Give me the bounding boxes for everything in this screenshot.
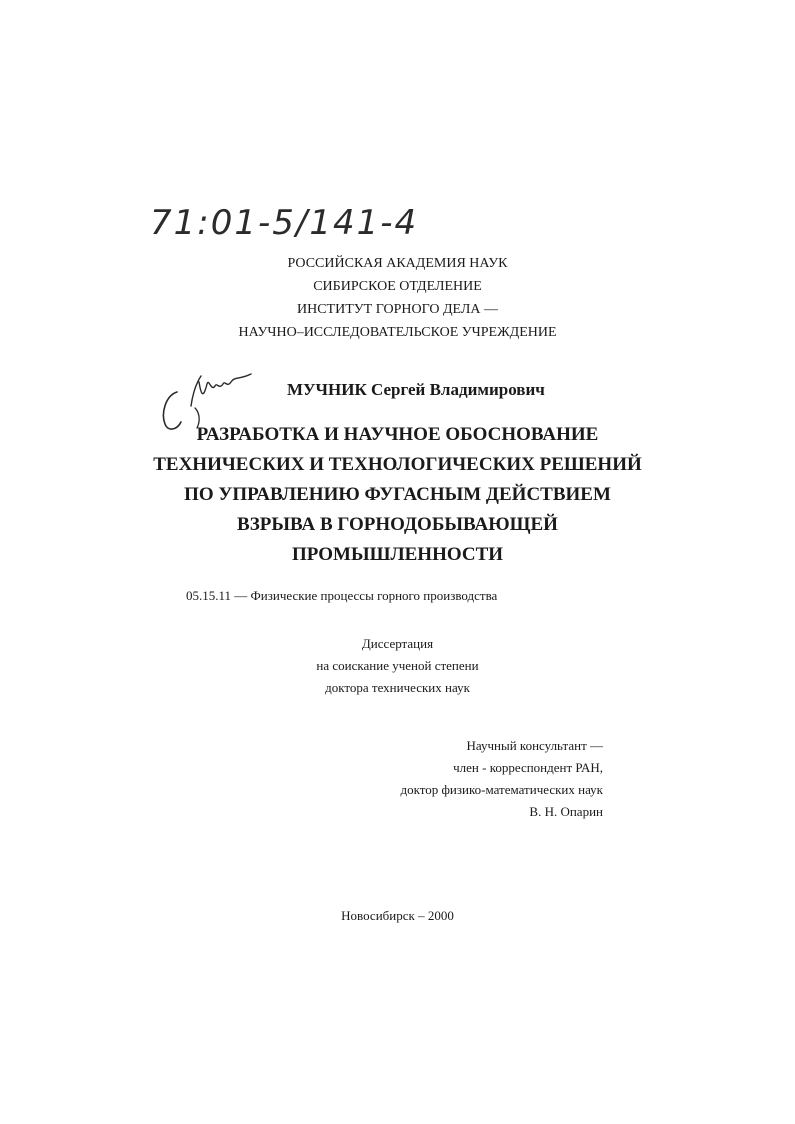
diss-line-2: на соискание ученой степени [316, 658, 479, 673]
archive-code: 71:01-5/141-4 [150, 203, 419, 243]
consultant-line-2: член - корреспондент РАН, [453, 760, 603, 775]
specialty-code: 05.15.11 — Физические процессы горного производства [186, 588, 498, 603]
diss-line-3: доктора технических наук [325, 680, 470, 695]
dissertation-info [0, 633, 795, 699]
title-line-4: ВЗРЫВА В ГОРНОДОБЫВАЮЩЕЙ [237, 514, 558, 535]
city-year: Новосибирск – 2000 [341, 908, 454, 923]
organization-block [0, 252, 795, 344]
title-line-2: ТЕХНИЧЕСКИХ И ТЕХНОЛОГИЧЕСКИХ РЕШЕНИЙ [153, 454, 642, 475]
consultant-line-4: В. Н. Опарин [529, 804, 603, 819]
org-line-3: ИНСТИТУТ ГОРНОГО ДЕЛА — [297, 302, 498, 317]
org-line-4: НАУЧНО–ИССЛЕДОВАТЕЛЬСКОЕ УЧРЕЖДЕНИЕ [238, 325, 557, 340]
title-line-5: ПРОМЫШЛЕННОСТИ [291, 544, 504, 565]
consultant-line-1: Научный консультант — [466, 738, 603, 753]
title-line-3: ПО УПРАВЛЕНИЮ ФУГАСНЫМ ДЕЙСТВИЕМ [184, 484, 611, 505]
org-line-1: РОССИЙСКАЯ АКАДЕМИЯ НАУК [287, 256, 508, 271]
consultant-line-3: доктор физико-математических наук [400, 782, 603, 797]
diss-line-1: Диссертация [361, 636, 434, 651]
dissertation-title [0, 420, 795, 570]
org-line-2: СИБИРСКОЕ ОТДЕЛЕНИЕ [313, 279, 482, 294]
title-line-1: РАЗРАБОТКА И НАУЧНОЕ ОБОСНОВАНИЕ [196, 424, 599, 445]
author-name: МУЧНИК Сергей Владимирович [287, 380, 545, 399]
consultant-block [360, 735, 603, 823]
